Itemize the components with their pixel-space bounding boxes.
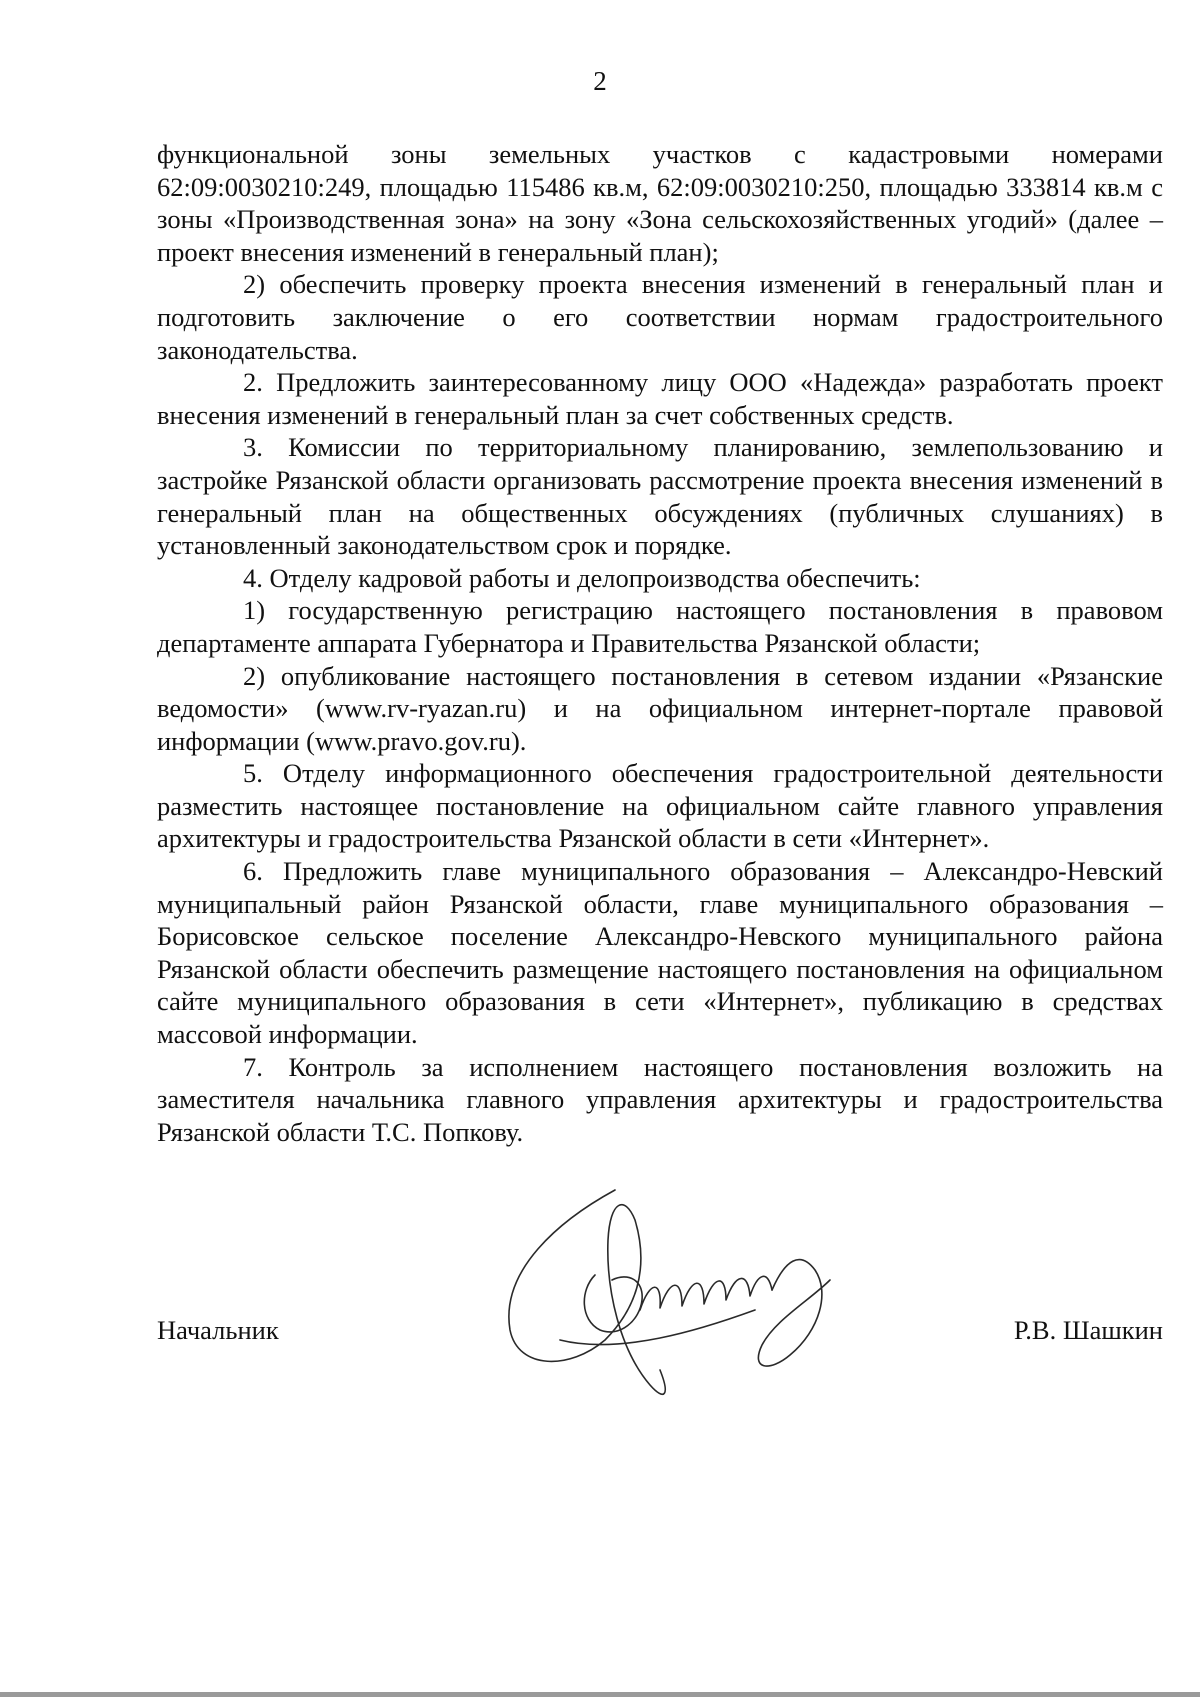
paragraph-item-2: 2. Предложить заинтересованному лицу ООО «Надежда» разработать проект внесения изменений в генеральный план за счет собственных средств. xyxy=(157,367,1163,430)
paragraph-item-4-sub-1: 1) государственную регистрацию настоящего постановления в правовом департаменте аппарата Губернатора и Правительства Рязанской области; xyxy=(157,595,1163,658)
paragraph-item-7: 7. Контроль за исполнением настоящего постановления возложить на заместителя начальника главного управления архитектуры и градостроительства Рязанской области Т.С. Попкову. xyxy=(157,1051,1163,1147)
signer-title: Начальник xyxy=(157,1315,279,1345)
paragraph-item-4-sub-2: 2) опубликование настоящего постановления в сетевом издании «Рязанские ведомости» (www.rv-ryazan.ru) и на официальном интернет-портале правовой информации (www.pravo.gov.ru). xyxy=(157,660,1163,756)
paragraph-item-3: 3. Комиссии по территориальному планированию, землепользованию и застройке Рязанской области организовать рассмотрение проекта внесения изменений в генеральный план на общественных обсуждениях (публичных слушаниях) в установленный законодательством срок и порядке. xyxy=(157,432,1163,561)
handwritten-signature xyxy=(500,1180,860,1420)
document-body xyxy=(157,138,1163,1148)
signer-name: Р.В. Шашкин xyxy=(1013,1315,1163,1345)
paragraph-item-5: 5. Отделу информационного обеспечения градостроительной деятельности разместить настоящее постановление на официальном сайте главного управления архитектуры и градостроительства Рязанской области в сети «Интернет». xyxy=(157,758,1163,854)
signature-block xyxy=(157,1314,1163,1354)
paragraph-item-4: 4. Отделу кадровой работы и делопроизводства обеспечить: xyxy=(243,562,921,593)
page-number: 2 xyxy=(593,66,607,96)
paragraph-continuation: функциональной зоны земельных участков с кадастровыми номерами 62:09:0030210:249, площадью 115486 кв.м, 62:09:0030210:250, площадью 333814 кв.м с зоны «Производственная зона» на зону «Зона сельскохозяйственных угодий» (далее – проект внесения изменений в генеральный план); xyxy=(157,139,1163,267)
page-bottom-edge xyxy=(0,1692,1200,1697)
paragraph-subitem-2: 2) обеспечить проверку проекта внесения изменений в генеральный план и подготовить заключение о его соответствии нормам градостроительного законодательства. xyxy=(157,269,1163,365)
paragraph-item-6: 6. Предложить главе муниципального образования – Александро-Невский муниципальный район Рязанской области, главе муниципального образования – Борисовское сельское поселение Александро-Невского муниципального района Рязанской области обеспечить размещение настоящего постановления на официальном сайте муниципального образования в сети «Интернет», публикацию в средствах массовой информации. xyxy=(157,856,1163,1050)
